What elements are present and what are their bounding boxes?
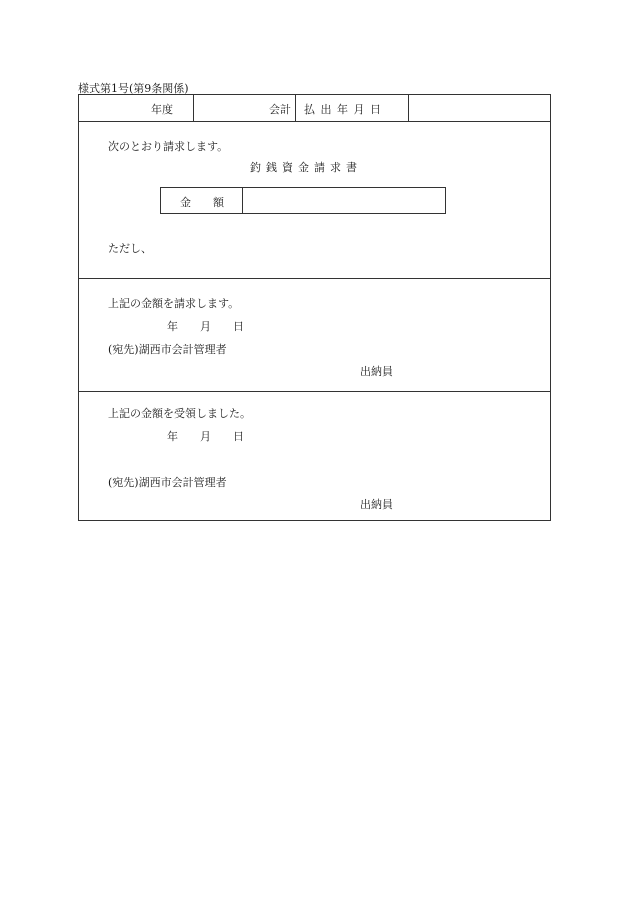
claim-addressee: (宛先)湖西市会計管理者 (108, 343, 227, 356)
fiscal-year-label: 年度 (151, 103, 173, 116)
claim-statement: 上記の金額を請求します。 (108, 297, 240, 310)
header-divider (295, 95, 296, 121)
request-intro-text: 次のとおり請求します。 (108, 140, 229, 153)
amount-label-cell (161, 188, 243, 213)
receipt-statement: 上記の金額を受領しました。 (108, 407, 251, 420)
header-divider (408, 95, 409, 121)
section-divider (79, 391, 550, 392)
amount-field[interactable] (243, 188, 445, 213)
receipt-signer-label: 出納員 (360, 498, 393, 511)
proviso-text: ただし、 (108, 242, 152, 255)
receipt-date: 年 月 日 (167, 430, 244, 443)
form-number-label: 様式第1号(第9条関係) (78, 82, 189, 95)
account-label: 会計 (269, 103, 291, 116)
payment-date-label: 払 出 年 月 日 (304, 103, 382, 116)
amount-box (160, 187, 446, 214)
header-divider (193, 95, 194, 121)
section-divider (79, 278, 550, 279)
claim-signer-label: 出納員 (360, 365, 393, 378)
document-title: 釣銭資金請求書 (250, 161, 362, 174)
amount-label: 金 額 (180, 196, 224, 209)
form-frame (78, 94, 551, 521)
receipt-addressee: (宛先)湖西市会計管理者 (108, 476, 227, 489)
header-row (79, 95, 550, 122)
claim-date: 年 月 日 (167, 320, 244, 333)
